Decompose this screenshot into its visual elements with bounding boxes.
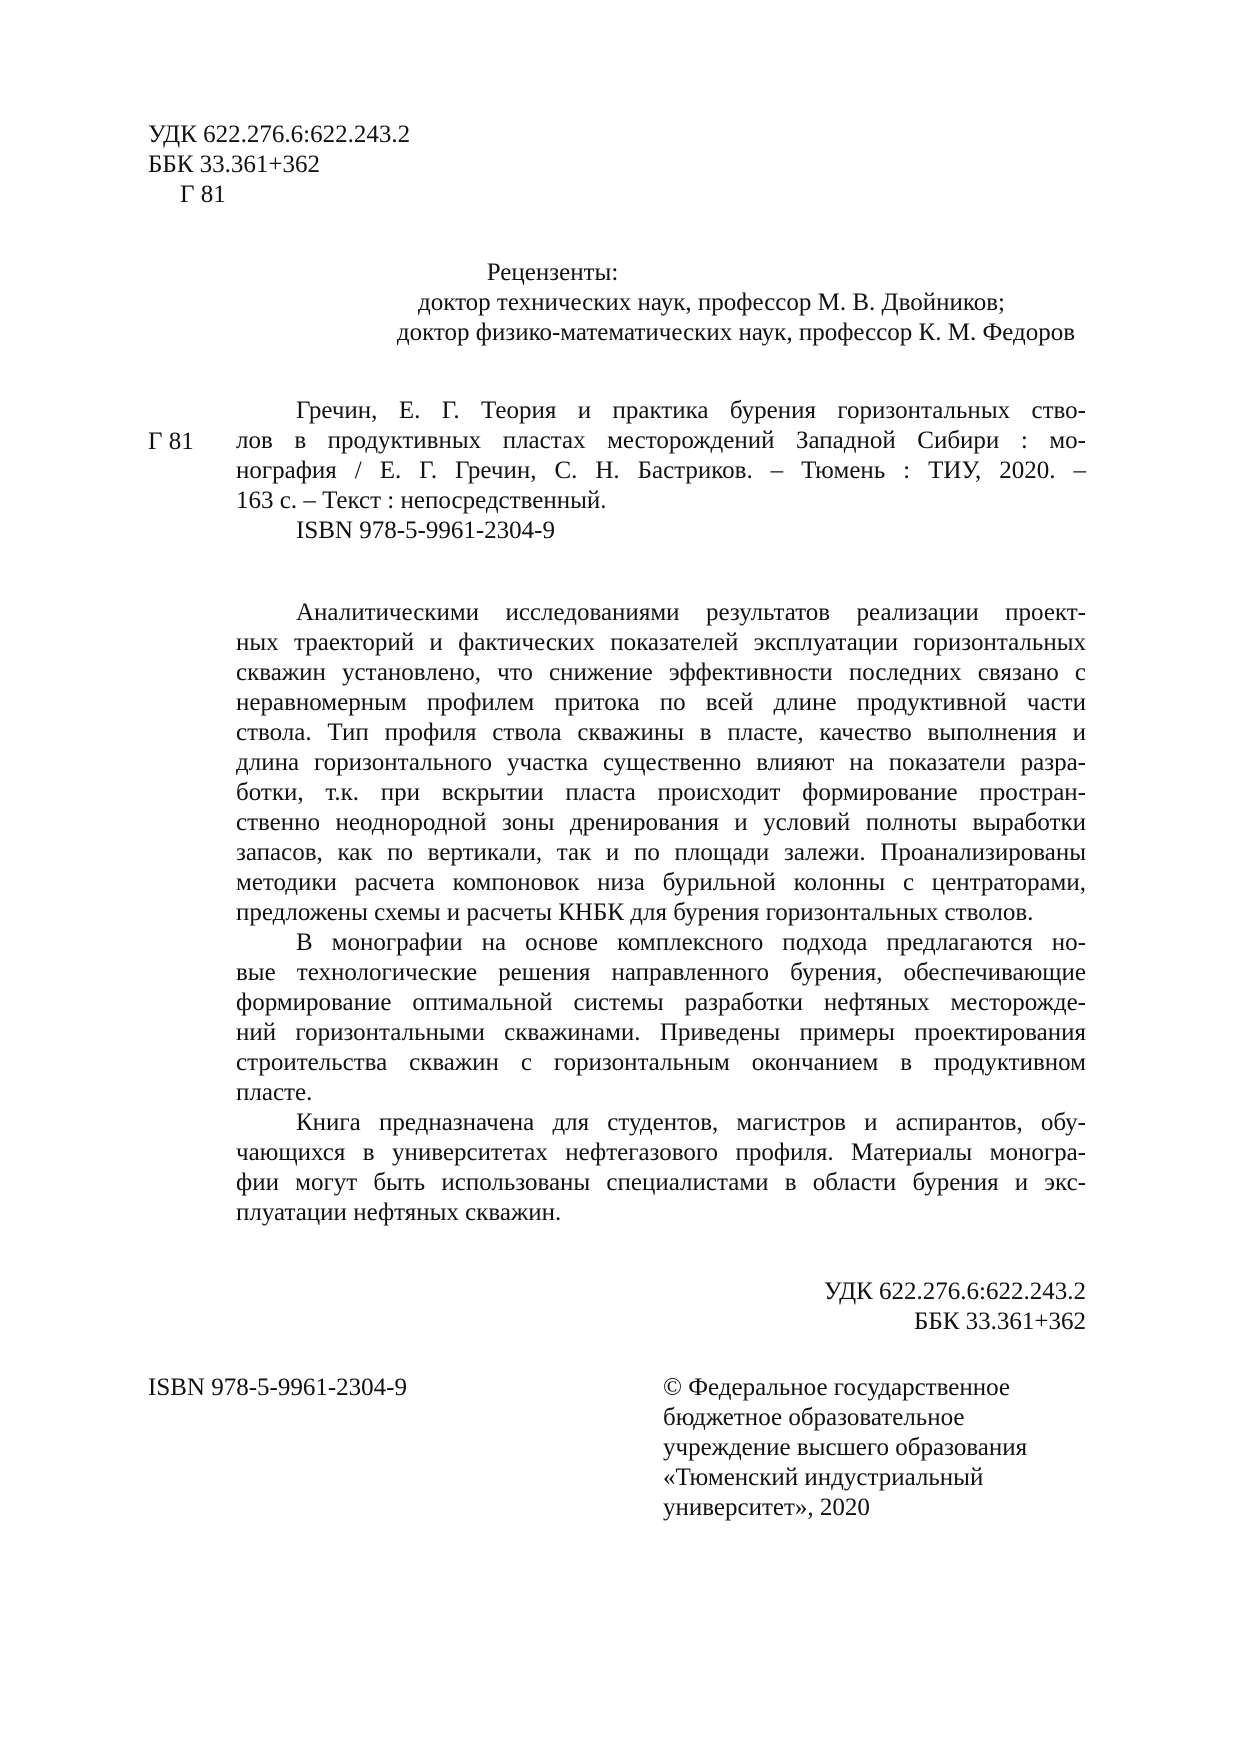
udk-code: УДК 622.276.6:622.243.2 [148, 121, 411, 148]
reviewers-title: Рецензенты: [486, 259, 619, 286]
biblio-line-1: Гречин, Е. Г. Теория и практика бурения горизонтальных ство- [296, 397, 1086, 424]
biblio-line-4: 163 с. – Текст : непосредственный. [236, 487, 607, 514]
abstract-p1-line: ных траекторий и фактических показателей эксплуатации горизонтальных [236, 629, 1086, 656]
copyright-line: © Федеральное государственное [663, 1374, 1010, 1401]
reviewer-2: доктор физико-математических наук, профессор К. М. Федоров [396, 319, 1075, 346]
abstract-p2-line: ний горизонтальными скважинами. Приведены примеры проектирования [236, 1019, 1086, 1046]
bibliographic-record [236, 396, 1086, 546]
reviewer-1: доктор технических наук, профессор М. В. Двойников; [418, 289, 1005, 316]
abstract-p2-line: В монографии на основе комплексного подхода предлагаются но- [296, 929, 1086, 956]
abstract-p1-line: запасов, как по вертикали, так и по площади залежи. Проанализированы [236, 839, 1086, 866]
abstract-p1-line: Аналитическими исследованиями результатов реализации проект- [296, 599, 1086, 626]
abstract-p1-line: ственно неоднородной зоны дренирования и условий полноты выработки [236, 809, 1086, 836]
abstract-p1-line: ствола. Тип профиля ствола скважины в пласте, качество выполнения и [236, 719, 1086, 746]
reviewers-block [200, 258, 1075, 348]
copyright-line: «Тюменский индустриальный [663, 1464, 984, 1491]
copyright-line: университет», 2020 [663, 1494, 870, 1521]
abstract-p1-line: скважин установлено, что снижение эффективности последних связано с [236, 659, 1086, 686]
abstract-p2-line: пласте. [236, 1079, 313, 1106]
abstract-p1-line: длина горизонтального участка существенно влияют на показатели разра- [236, 749, 1086, 776]
biblio-line-2: лов в продуктивных пластах месторождений Западной Сибири : мо- [236, 427, 1086, 454]
copyright-line: бюджетное образовательное [663, 1404, 965, 1431]
abstract-p3-line: Книга предназначена для студентов, магистров и аспирантов, обу- [296, 1109, 1086, 1136]
biblio-isbn: ISBN 978-5-9961-2304-9 [296, 517, 556, 544]
abstract-paragraph-3 [236, 1108, 1086, 1228]
abstract-paragraph-2 [236, 928, 1086, 1108]
isbn-bottom: ISBN 978-5-9961-2304-9 [148, 1374, 408, 1401]
bbk-code: ББК 33.361+362 [148, 151, 320, 178]
author-mark: Г 81 [180, 181, 226, 208]
abstract-p1-line: неравномерным профилем притока по всей длине продуктивной части [236, 689, 1086, 716]
copyright-line: учреждение высшего образования [663, 1434, 1028, 1461]
abstract-p3-line: плуатации нефтяных скважин. [236, 1199, 562, 1226]
bibliographic-author-mark: Г 81 [148, 428, 194, 455]
biblio-line-3: нография / Е. Г. Гречин, С. Н. Бастриков. – Тюмень : ТИУ, 2020. – [236, 457, 1086, 484]
footer-codes [736, 1277, 1086, 1337]
abstract-p2-line: формирование оптимальной системы разработки нефтяных месторожде- [236, 989, 1086, 1016]
abstract-p3-line: чающихся в университетах нефтегазового профиля. Материалы моногра- [236, 1139, 1086, 1166]
abstract-p3-line: фии могут быть использованы специалистами в области бурения и экс- [236, 1169, 1086, 1196]
abstract-p1-line: ботки, т.к. при вскрытии пласта происходит формирование простран- [236, 779, 1086, 806]
abstract-p1-line: методики расчета компоновок низа бурильной колонны с центраторами, [236, 869, 1086, 896]
abstract-p2-line: вые технологические решения направленного бурения, обеспечивающие [236, 959, 1086, 986]
footer-bbk: ББК 33.361+362 [914, 1308, 1086, 1335]
abstract-paragraph-1 [236, 598, 1086, 928]
abstract-p1-line: предложены схемы и расчеты КНБК для бурения горизонтальных стволов. [236, 899, 1034, 926]
header-codes [148, 120, 410, 210]
abstract [236, 598, 1086, 1228]
footer-udk: УДК 622.276.6:622.243.2 [823, 1278, 1086, 1305]
copyright-block [663, 1373, 1027, 1523]
abstract-p2-line: строительства скважин с горизонтальным окончанием в продуктивном [236, 1049, 1086, 1076]
